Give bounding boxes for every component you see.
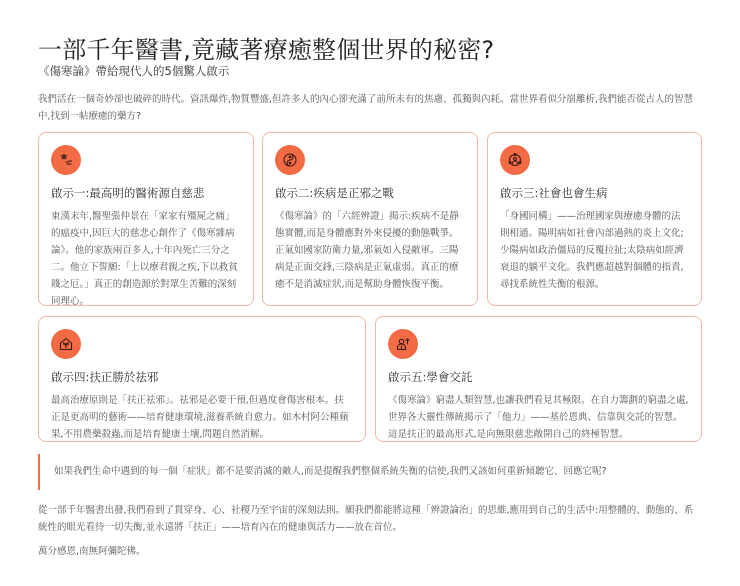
conclusion-paragraph: 從一部千年醫書出發,我們看到了貫穿身、心、社稷乃至宇宙的深刻法則。願我們都能將這種「辨證論治」的思維,應用到自己的生活中:用整體的、動態的、系統性的眼光看待一切失衡,並永遠將「扶正」——培育內在的健康與活力——放在首位。: [38, 505, 694, 533]
card-body: 最高治療原則是「扶正祛邪」。祛邪是必要干預,但過度會傷害根本。扶正是更高明的藝術——培育健康環境,滋養系統自愈力。如木村阿公種蘋果,不用農藥殺蟲,而是培育健康土壤,問題自然消解。: [51, 395, 349, 440]
card-body: 東漢末年,醫聖張仲景在「家家有殭屍之痛」的瘟疫中,因巨大的慈悲心創作了《傷寒雜病論》。他的家族兩百多人,十年內死亡三分之二。他立下誓願:「上以療君親之疾,下以救貧賤之厄。」真正的創造源於對眾生苦難的深刻同理心。: [51, 211, 238, 307]
page-title: 一部千年醫書,竟藏著療癒整個世界的秘密?: [38, 36, 495, 64]
card-body: 《傷寒論》的「六經辨證」揭示:疾病不是靜態實體,而是身體應對外來侵擾的動態戰爭。正氣如國家防衛力量,邪氣如入侵敵軍。三陽病是正面交鋒,三陰病是正氣虛弱。真正的療癒不是消滅症狀,而是幫助身體恢復平衡。: [275, 211, 459, 290]
community-network-icon: [500, 145, 530, 175]
yin-yang-icon: [275, 145, 305, 175]
insight-card-1: [38, 132, 254, 306]
lotus-hands-icon: [51, 145, 81, 175]
highlight-quote: 如果我們生命中遇到的每一個「症狀」都不是要消滅的敵人,而是提醒我們整個系統失衡的信使,我們又該如何重新傾聽它、回應它呢?: [38, 454, 702, 490]
card-body: 「身國同構」——治理國家與療癒身體的法則相通。陽明病如社會內部過熱的炎上文化;少陽病如政治僵局的反覆拉扯;太陰病如經濟衰退的躺平文化。我們應超越對個體的指責,尋找系統性失衡的根源。: [500, 211, 684, 290]
insight-card-2: [262, 132, 478, 306]
card-title: 啟示五:學會交託: [388, 370, 473, 384]
page-subtitle: 《傷寒論》帶給現代人的5個驚人啟示: [38, 64, 230, 78]
person-uplift-icon: [388, 329, 418, 359]
intro-paragraph: 我們活在一個奇妙卻也破碎的時代。資訊爆炸,物質豐盛,但許多人的內心卻充滿了前所未有的焦慮、孤獨與內耗。當世界看似分崩離析,我們能否從古人的智慧中,找到一帖療癒的藥方?: [38, 94, 694, 122]
card-title: 啟示四:扶正勝於祛邪: [51, 370, 159, 384]
insight-card-4: [38, 316, 366, 442]
insight-card-5: [375, 316, 702, 442]
card-title: 啟示三:社會也會生病: [500, 186, 608, 200]
card-title: 啟示二:疾病是正邪之戰: [275, 186, 394, 200]
card-body: 《傷寒論》窮盡人類智慧,也讓我們看見其極限。在自力籌劃的窮盡之處,世界各大靈性傳統揭示了「他力」——基於恩典、信靠與交託的智慧。這是扶正的最高形式,是向無限慈悲敞開自己的終極智慧。: [388, 395, 689, 440]
card-title: 啟示一:最高明的醫術源自慈悲: [51, 186, 205, 200]
sprout-house-icon: [51, 329, 81, 359]
closing-line: 萬分感恩,南無阿彌陀佛。: [38, 546, 146, 557]
insight-card-3: [487, 132, 702, 306]
